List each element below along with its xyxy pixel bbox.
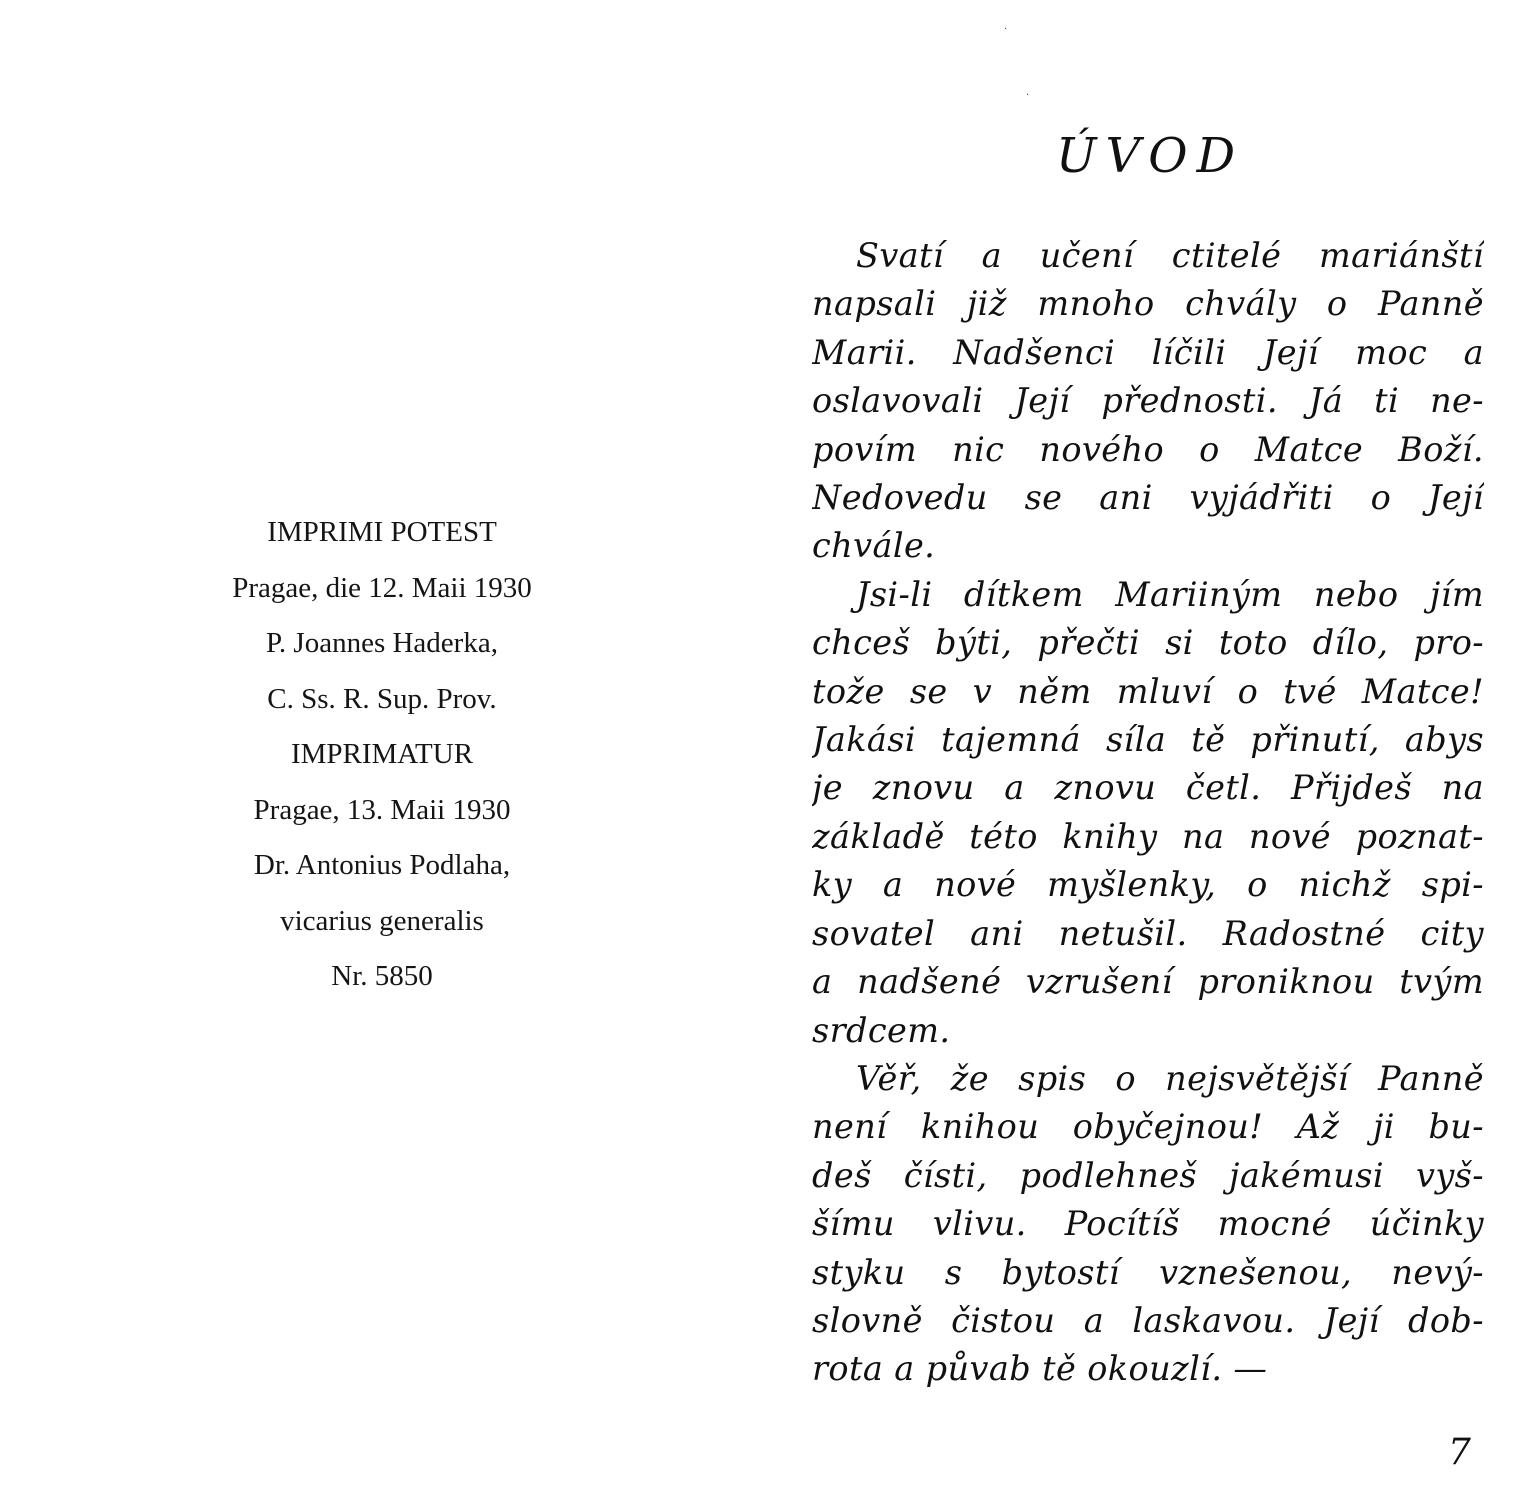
imprimatur-block: [182, 505, 582, 1005]
text-line: tože se v něm mluví o tvé Matce!: [812, 671, 1484, 711]
imprimatur-line: Pragae, die 12. Maii 1930: [232, 571, 532, 604]
text-line: deš čísti, podlehneš jakémusi vyš-: [812, 1155, 1484, 1195]
print-speck: ·: [1004, 24, 1008, 35]
text-line: šímu vlivu. Pocítíš mocné účinky: [812, 1204, 1484, 1244]
imprimatur-line: Nr. 5850: [331, 960, 433, 992]
text-line: chvále.: [812, 526, 936, 566]
text-line: sovatel ani netušil. Radostné city: [812, 913, 1484, 953]
text-line: rota a půvab tě okouzlí. —: [812, 1349, 1268, 1389]
text-line: slovně čistou a laskavou. Její dob-: [812, 1300, 1484, 1340]
text-line: základě této knihy na nové poznat-: [812, 816, 1484, 856]
text-line: Marii. Nadšenci líčili Její moc a: [812, 332, 1484, 372]
imprimatur-line: vicarius generalis: [280, 904, 484, 937]
imprimatur-line: C. Ss. R. Sup. Prov.: [267, 682, 497, 715]
print-speck: ·: [1026, 90, 1030, 101]
right-page: [764, 0, 1528, 1500]
text-line: není knihou obyčejnou! Až ji bu-: [812, 1107, 1484, 1147]
imprimatur-line: IMPRIMI POTEST: [267, 516, 497, 548]
text-line: styku s bytostí vznešenou, nevý-: [812, 1252, 1484, 1292]
text-line: ky a nové myšlenky, o nichž spi-: [812, 865, 1484, 905]
text-line: je znovu a znovu četl. Přijdeš na: [812, 768, 1484, 808]
page-number: 7: [1448, 1432, 1471, 1473]
imprimatur-line: IMPRIMATUR: [290, 738, 474, 770]
text-line: chceš býti, přečti si toto dílo, pro-: [812, 623, 1484, 663]
text-line: a nadšené vzrušení proniknou tvým: [812, 962, 1484, 1002]
text-line: oslavovali Její přednosti. Já ti ne-: [812, 381, 1484, 421]
text-line: Jsi-li dítkem Mariiným nebo jím: [856, 574, 1484, 614]
text-line: Jakási tajemná síla tě přinutí, abys: [812, 720, 1484, 760]
text-line: Věř, že spis o nejsvětější Panně: [856, 1058, 1484, 1098]
body-text: [812, 232, 1484, 1394]
imprimatur-line: P. Joannes Haderka,: [266, 627, 498, 659]
imprimatur-line: Dr. Antonius Podlaha,: [253, 849, 511, 881]
chapter-title: ÚVOD: [1056, 128, 1245, 184]
imprimatur-line: Pragae, 13. Maii 1930: [253, 793, 511, 826]
text-line: Nedovedu se ani vyjádřiti o Její: [812, 478, 1484, 518]
text-line: Svatí a učení ctitelé mariánští: [856, 236, 1484, 275]
text-line: povím nic nového o Matce Boží.: [812, 429, 1484, 469]
text-line: srdcem.: [812, 1010, 951, 1050]
text-line: napsali již mnoho chvály o Panně: [812, 284, 1484, 324]
